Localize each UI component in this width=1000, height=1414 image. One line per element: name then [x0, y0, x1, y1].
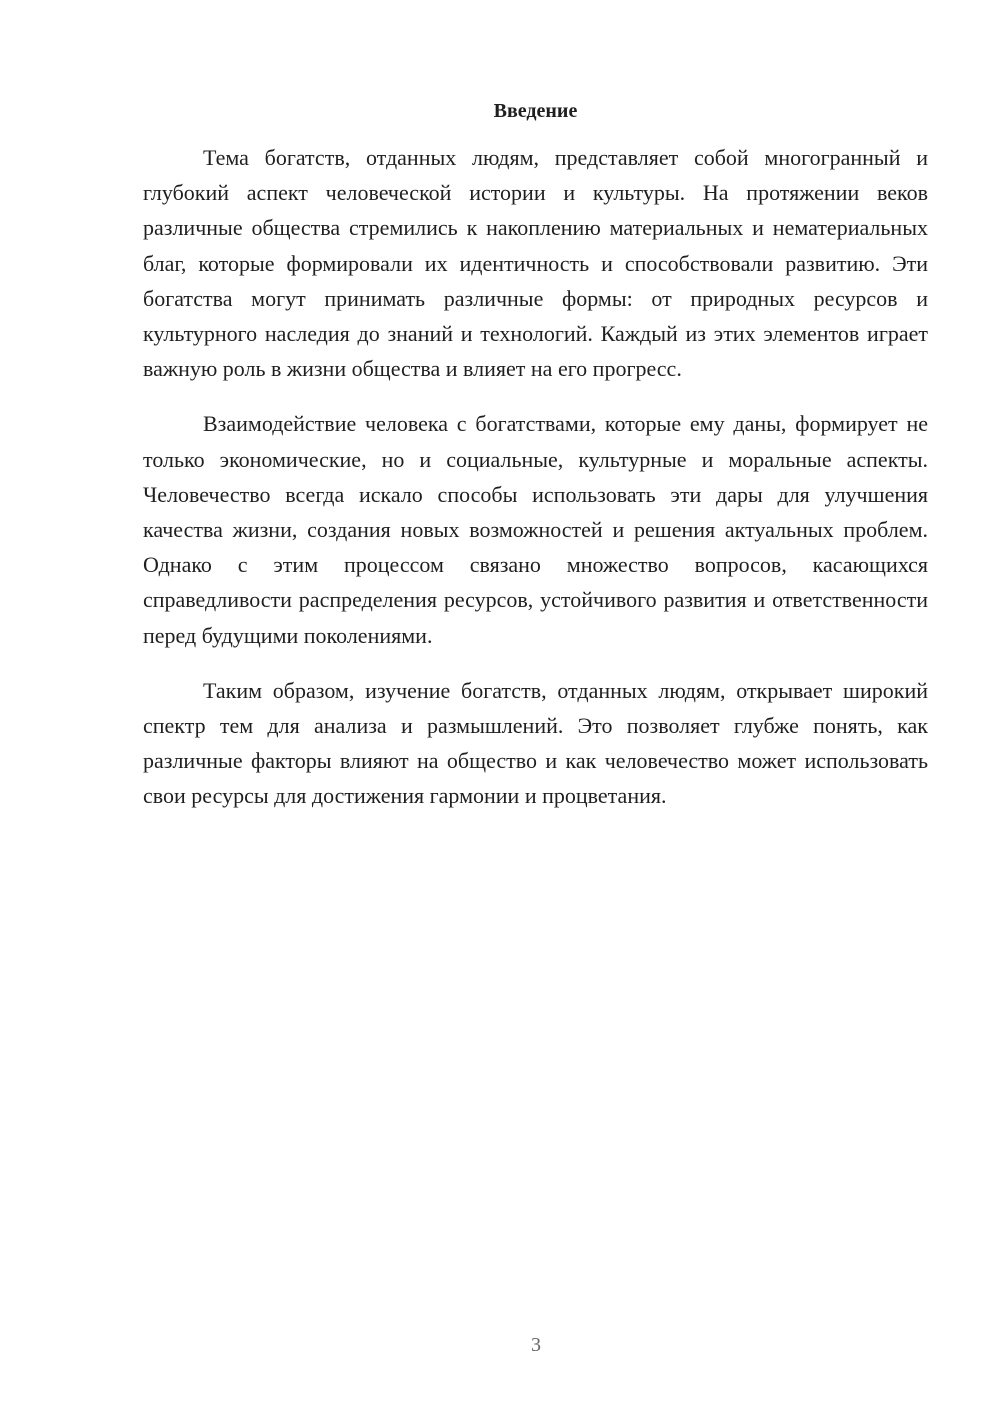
paragraph-3: Таким образом, изучение богатств, отданных людям, открывает широкий спектр тем для анализа и размышлений. Это позволяет глубже понять, как различные факторы влияют на общество и как человечество может использовать свои ресурсы для достижения гармонии и процветания. — [143, 677, 928, 809]
section-heading: Введение — [493, 100, 578, 122]
page-number: 3 — [531, 1334, 541, 1356]
paragraph-1: Тема богатств, отданных людям, представляет собой многогранный и глубокий аспект человеческой истории и культуры. На протяжении веков различные общества стремились к накоплению материальных и нематериальных благ, которые формировали их идентичность и способствовали развитию. Эти богатства могут принимать различные формы: от природных ресурсов и культурного наследия до знаний и технологий. Каждый из этих элементов играет важную роль в жизни общества и влияет на его прогресс. — [143, 145, 928, 382]
page-content — [143, 94, 928, 834]
paragraph-2: Взаимодействие человека с богатствами, которые ему даны, формирует не только экономические, но и социальные, культурные и моральные аспекты. Человечество всегда искало способы использовать эти дары для улучшения качества жизни, создания новых возможностей и решения актуальных проблем. Однако с этим процессом связано множество вопросов, касающихся справедливости распределения ресурсов, устойчивого развития и ответственности перед будущими поколениями. — [143, 411, 928, 648]
